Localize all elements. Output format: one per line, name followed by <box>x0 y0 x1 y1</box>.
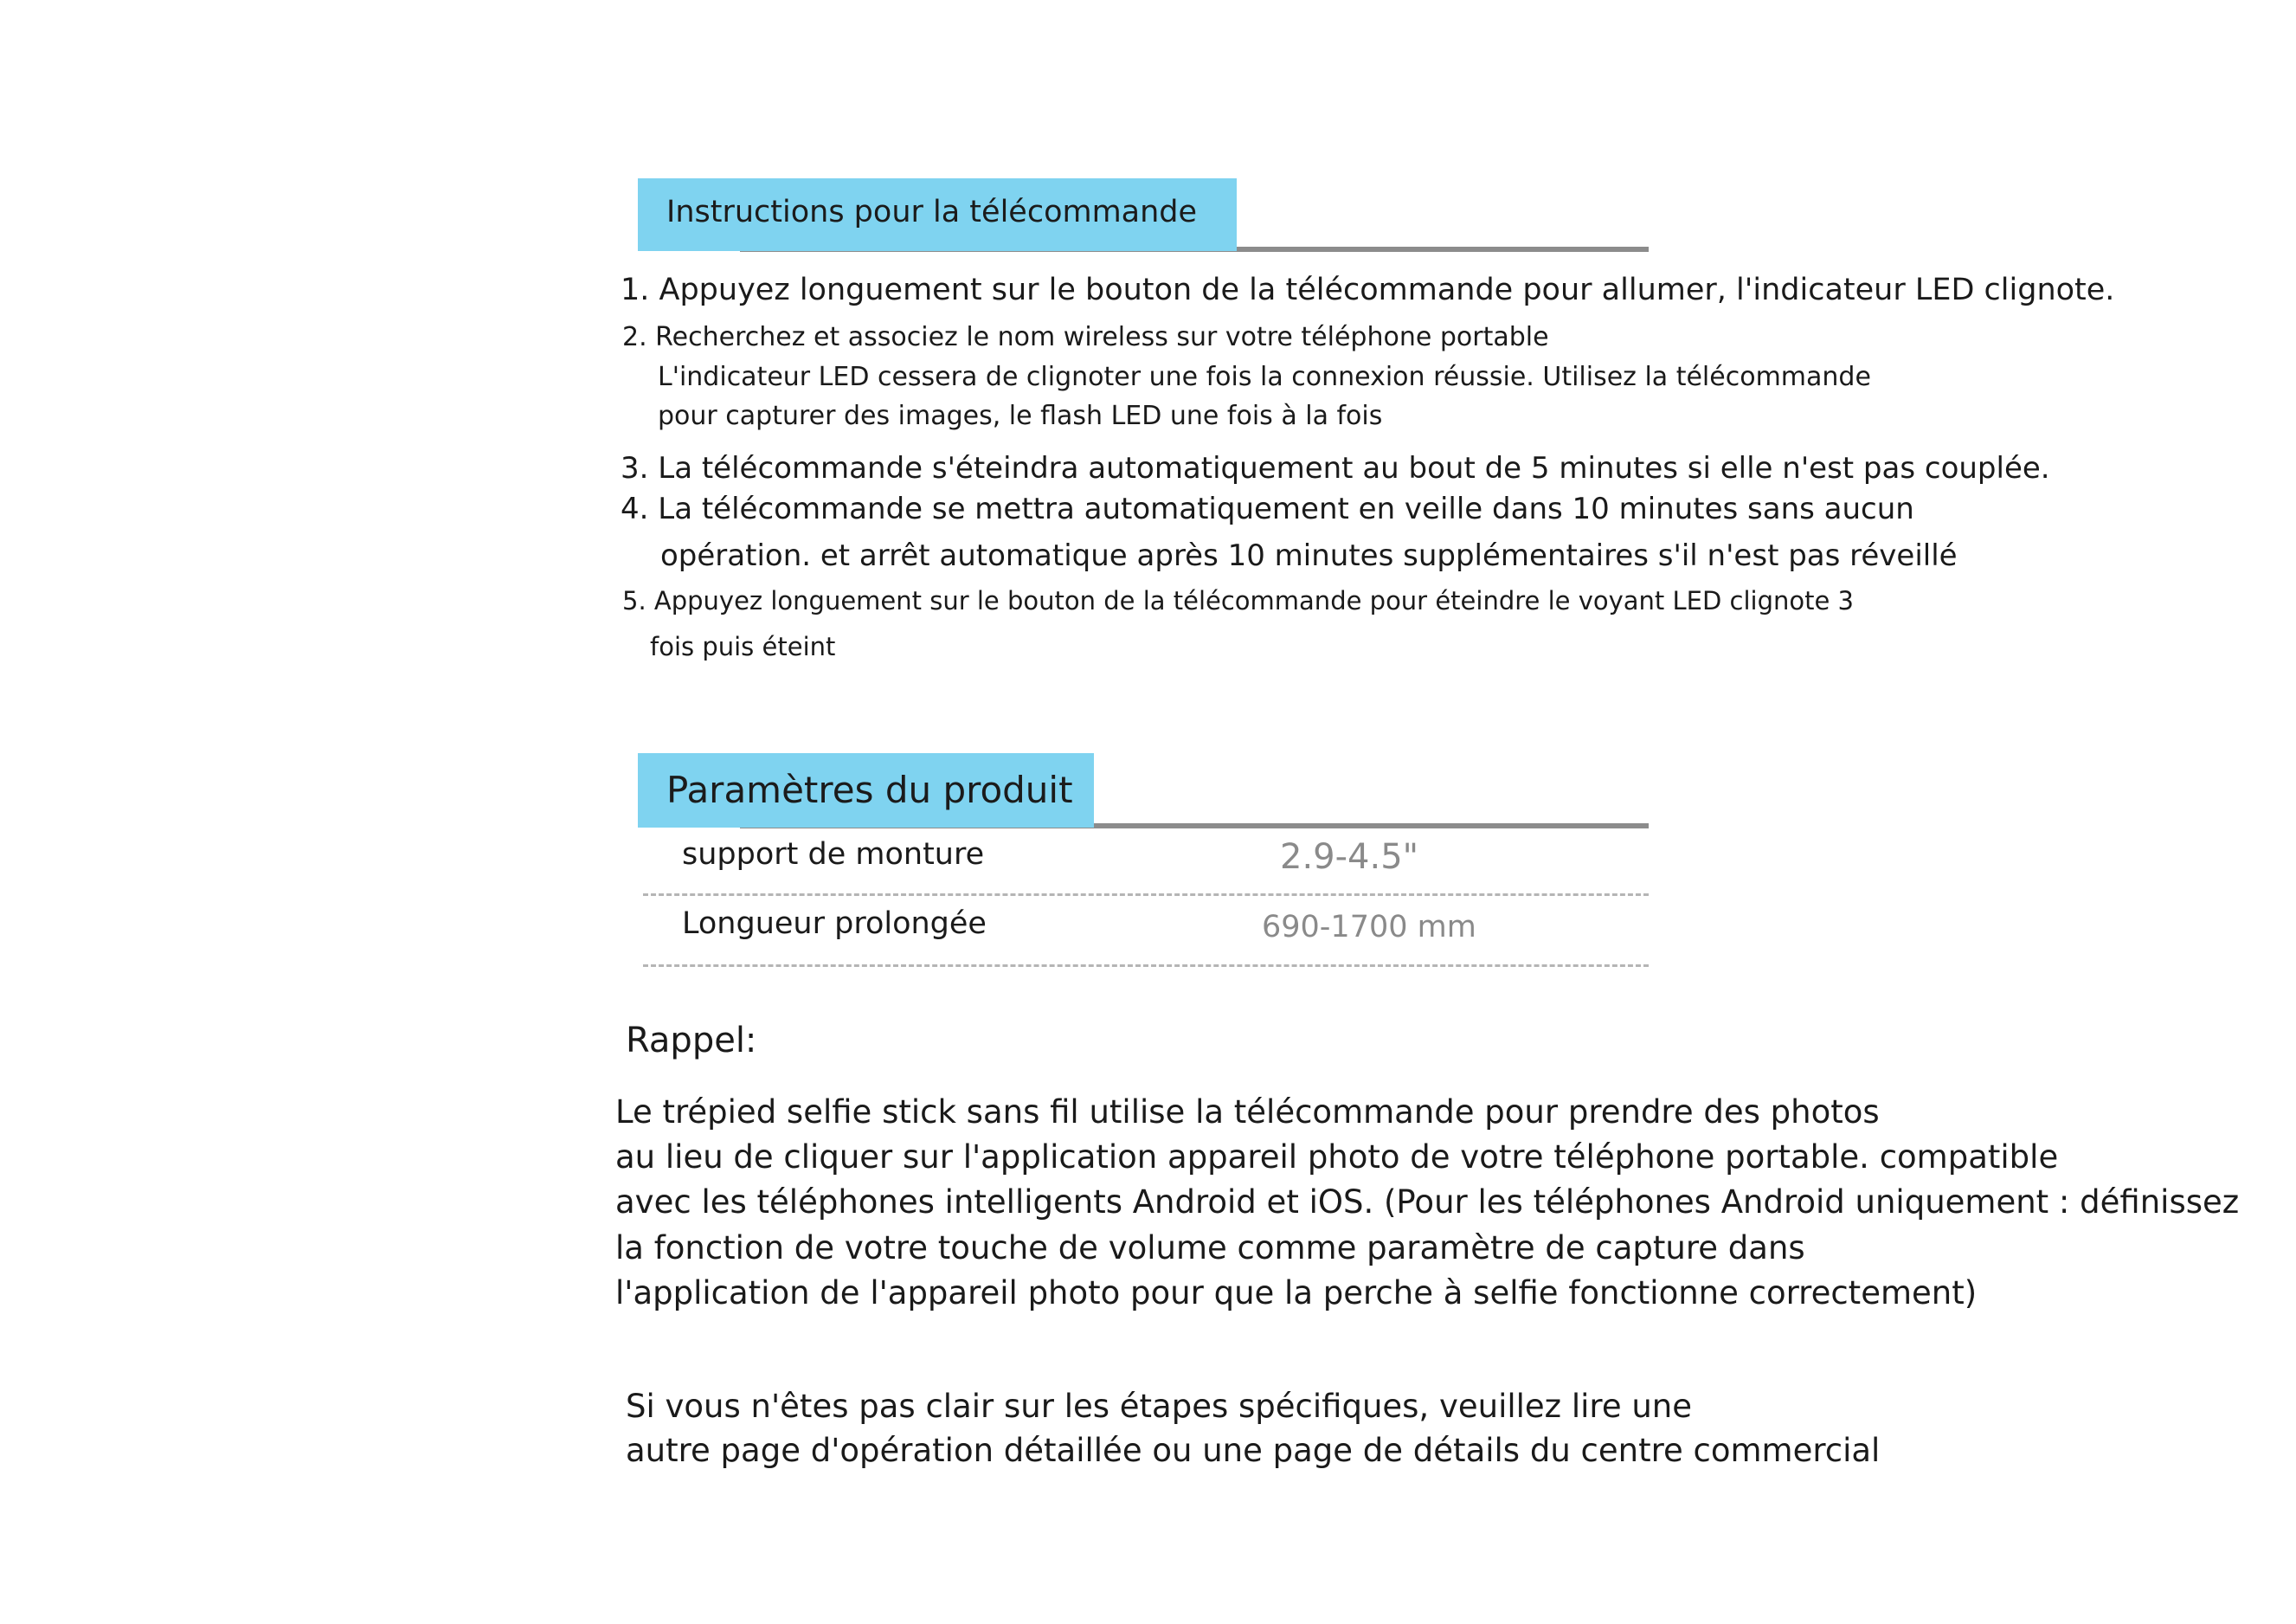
param-label-mount: support de monture <box>682 837 985 872</box>
note-line-1: Si vous n'êtes pas clair sur les étapes spécifiques, veuillez lire une <box>626 1388 1693 1425</box>
note-line-2: autre page d'opération détaillée ou une page de détails du centre commercial <box>626 1432 1881 1469</box>
instruction-line-5: 5. Appuyez longuement sur le bouton de la télécommande pour éteindre le voyant LED clignote 3 <box>622 586 1854 615</box>
reminder-line-2: au lieu de cliquer sur l'application appareil photo de votre téléphone portable. compatible <box>615 1138 2059 1176</box>
param-divider-2 <box>643 964 1649 967</box>
reminder-line-5: l'application de l'appareil photo pour que la perche à selfie fonctionne correctement) <box>615 1274 1978 1311</box>
param-divider-1 <box>643 893 1649 896</box>
instruction-line-2: 2. Recherchez et associez le nom wireless sur votre téléphone portable <box>622 322 1549 352</box>
instruction-line-2-cont-a: L'indicateur LED cessera de clignoter une fois la connexion réussie. Utilisez la télécommande <box>658 362 1871 392</box>
parameters-title: Paramètres du produit <box>638 753 1094 828</box>
instruction-line-2-cont-b: pour capturer des images, le flash LED une fois à la fois <box>658 401 1383 431</box>
instructions-title: Instructions pour la télécommande <box>638 178 1237 251</box>
param-value-length: 690-1700 mm <box>1262 910 1476 944</box>
instruction-line-4-cont: opération. et arrêt automatique après 10 minutes supplémentaires s'il n'est pas réveillé <box>660 538 1958 573</box>
reminder-line-3: avec les téléphones intelligents Android et iOS. (Pour les téléphones Android uniquement : définissez <box>615 1183 2240 1221</box>
reminder-heading: Rappel: <box>626 1021 757 1060</box>
instruction-line-3: 3. La télécommande s'éteindra automatiquement au bout de 5 minutes si elle n'est pas couplée. <box>621 451 2050 486</box>
instruction-line-1: 1. Appuyez longuement sur le bouton de la télécommande pour allumer, l'indicateur LED clignote. <box>621 273 2115 307</box>
instruction-line-5-cont: fois puis éteint <box>650 632 836 661</box>
param-value-mount: 2.9-4.5" <box>1280 837 1419 877</box>
reminder-line-1: Le trépied selfie stick sans fil utilise la télécommande pour prendre des photos <box>615 1093 1880 1131</box>
param-label-length: Longueur prolongée <box>682 906 987 941</box>
reminder-line-4: la fonction de votre touche de volume comme paramètre de capture dans <box>615 1229 1805 1266</box>
instruction-line-4: 4. La télécommande se mettra automatiquement en veille dans 10 minutes sans aucun <box>621 492 1914 526</box>
